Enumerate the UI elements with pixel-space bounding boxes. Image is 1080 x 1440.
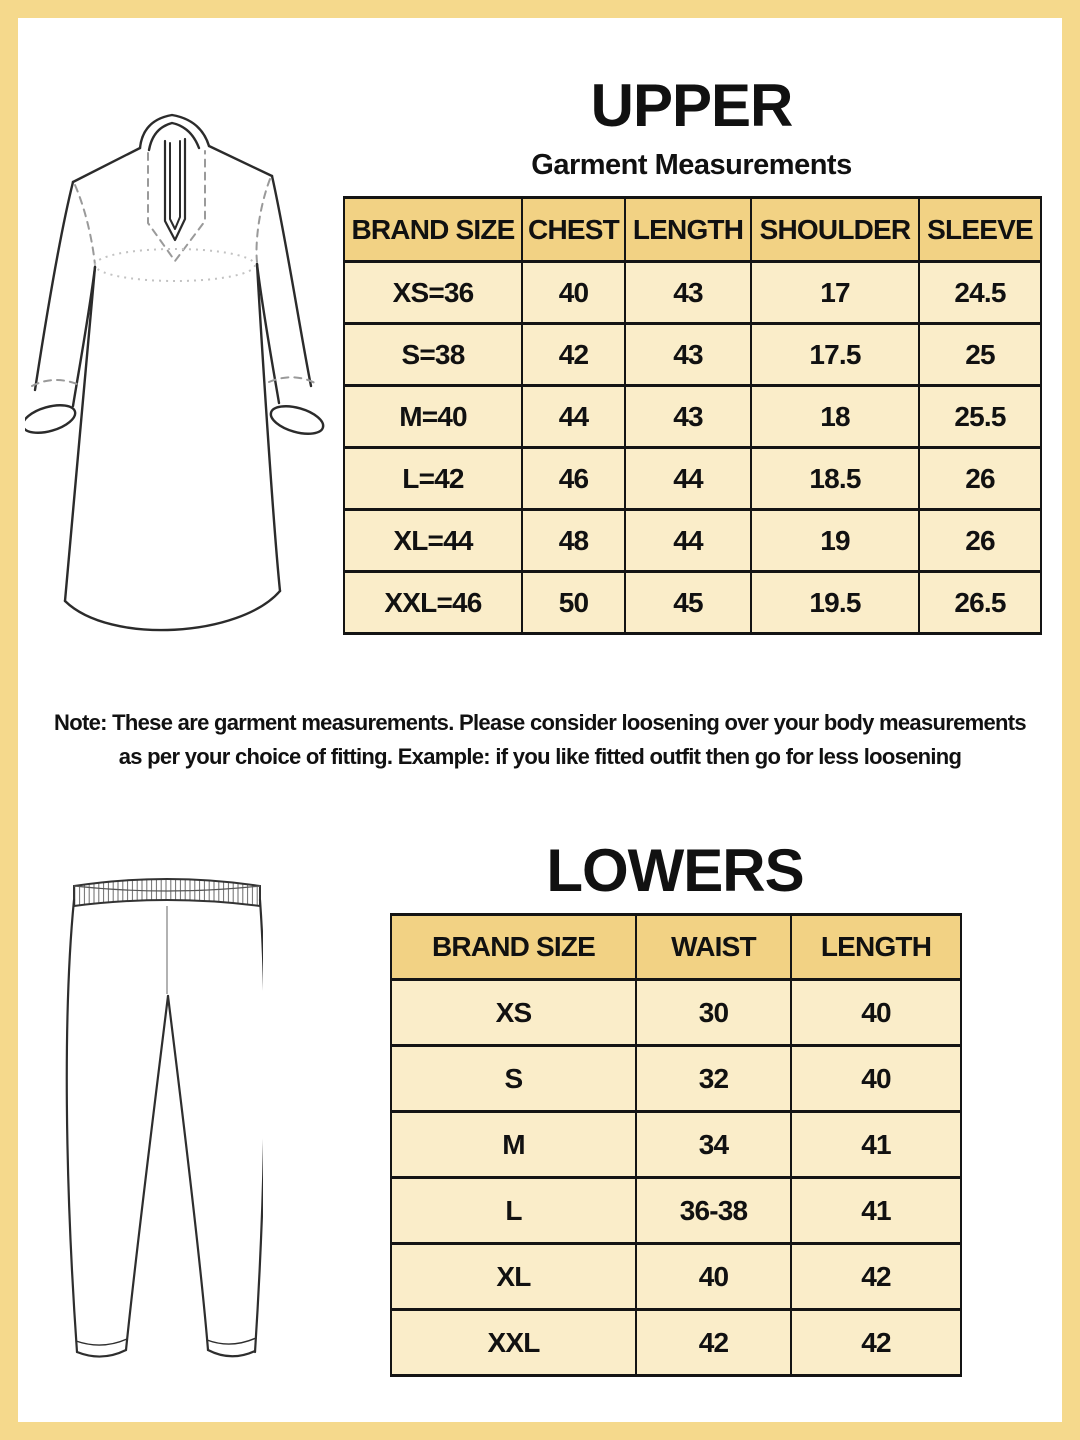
- note-line-2: as per your choice of fitting. Example: if you like fitted outfit then go for less loosening: [118, 744, 962, 770]
- measurement-cell: 17: [751, 262, 919, 324]
- size-cell: L: [391, 1178, 636, 1244]
- table-row: [344, 510, 1041, 572]
- measurement-cell: 25: [919, 324, 1041, 386]
- kurta-line-drawing-icon: [25, 103, 335, 663]
- size-cell: XXL=46: [344, 572, 522, 634]
- table-row: [344, 572, 1041, 634]
- measurement-cell: 42: [636, 1310, 791, 1376]
- table-header-row: [391, 915, 961, 980]
- measurement-cell: 42: [522, 324, 625, 386]
- measurement-cell: 48: [522, 510, 625, 572]
- lowers-section: [390, 837, 960, 1377]
- measurement-cell: 42: [791, 1310, 961, 1376]
- measurement-cell: 32: [636, 1046, 791, 1112]
- measurement-cell: 26.5: [919, 572, 1041, 634]
- column-header: SLEEVE: [919, 198, 1041, 262]
- measurement-cell: 17.5: [751, 324, 919, 386]
- upper-section: [343, 72, 1040, 635]
- size-cell: S: [391, 1046, 636, 1112]
- table-row: [344, 262, 1041, 324]
- pants-illustration: [58, 872, 263, 1380]
- measurement-cell: 44: [625, 510, 751, 572]
- table-row: [391, 1310, 961, 1376]
- lowers-title: LOWERS: [546, 837, 804, 904]
- size-cell: XL: [391, 1244, 636, 1310]
- measurement-cell: 40: [522, 262, 625, 324]
- size-cell: XXL: [391, 1310, 636, 1376]
- lowers-size-table: [390, 913, 962, 1377]
- measurement-cell: 40: [636, 1244, 791, 1310]
- measurement-cell: 18.5: [751, 448, 919, 510]
- measurement-cell: 26: [919, 510, 1041, 572]
- upper-subtitle: Garment Measurements: [531, 149, 852, 181]
- column-header: BRAND SIZE: [344, 198, 522, 262]
- measurement-cell: 18: [751, 386, 919, 448]
- column-header: SHOULDER: [751, 198, 919, 262]
- size-cell: L=42: [344, 448, 522, 510]
- note-line-1: Note: These are garment measurements. Please consider loosening over your body measurements: [54, 710, 1026, 735]
- table-row: [344, 324, 1041, 386]
- measurement-cell: 43: [625, 386, 751, 448]
- measurement-cell: 45: [625, 572, 751, 634]
- upper-size-table: [343, 196, 1042, 635]
- measurement-cell: 44: [522, 386, 625, 448]
- size-cell: XS=36: [344, 262, 522, 324]
- column-header: BRAND SIZE: [391, 915, 636, 980]
- measurement-cell: 50: [522, 572, 625, 634]
- measurement-cell: 26: [919, 448, 1041, 510]
- column-header: CHEST: [522, 198, 625, 262]
- measurement-cell: 40: [791, 980, 961, 1046]
- measurement-cell: 19.5: [751, 572, 919, 634]
- size-cell: XS: [391, 980, 636, 1046]
- column-header: LENGTH: [791, 915, 961, 980]
- column-header: LENGTH: [625, 198, 751, 262]
- measurement-cell: 40: [791, 1046, 961, 1112]
- table-row: [391, 1046, 961, 1112]
- kurta-illustration: [25, 103, 335, 663]
- table-row: [344, 386, 1041, 448]
- measurement-cell: 19: [751, 510, 919, 572]
- measurement-cell: 41: [791, 1112, 961, 1178]
- measurement-cell: 36-38: [636, 1178, 791, 1244]
- measurement-note: [20, 706, 1060, 774]
- measurement-cell: 25.5: [919, 386, 1041, 448]
- table-row: [391, 1112, 961, 1178]
- table-row: [391, 980, 961, 1046]
- column-header: WAIST: [636, 915, 791, 980]
- table-row: [344, 448, 1041, 510]
- measurement-cell: 46: [522, 448, 625, 510]
- table-row: [391, 1244, 961, 1310]
- measurement-cell: 44: [625, 448, 751, 510]
- table-row: [391, 1178, 961, 1244]
- measurement-cell: 43: [625, 262, 751, 324]
- size-cell: S=38: [344, 324, 522, 386]
- measurement-cell: 43: [625, 324, 751, 386]
- measurement-cell: 24.5: [919, 262, 1041, 324]
- upper-title: UPPER: [590, 72, 793, 139]
- measurement-cell: 41: [791, 1178, 961, 1244]
- size-cell: XL=44: [344, 510, 522, 572]
- pants-line-drawing-icon: [58, 872, 263, 1380]
- measurement-cell: 34: [636, 1112, 791, 1178]
- size-cell: M=40: [344, 386, 522, 448]
- measurement-cell: 30: [636, 980, 791, 1046]
- size-cell: M: [391, 1112, 636, 1178]
- measurement-cell: 42: [791, 1244, 961, 1310]
- table-header-row: [344, 198, 1041, 262]
